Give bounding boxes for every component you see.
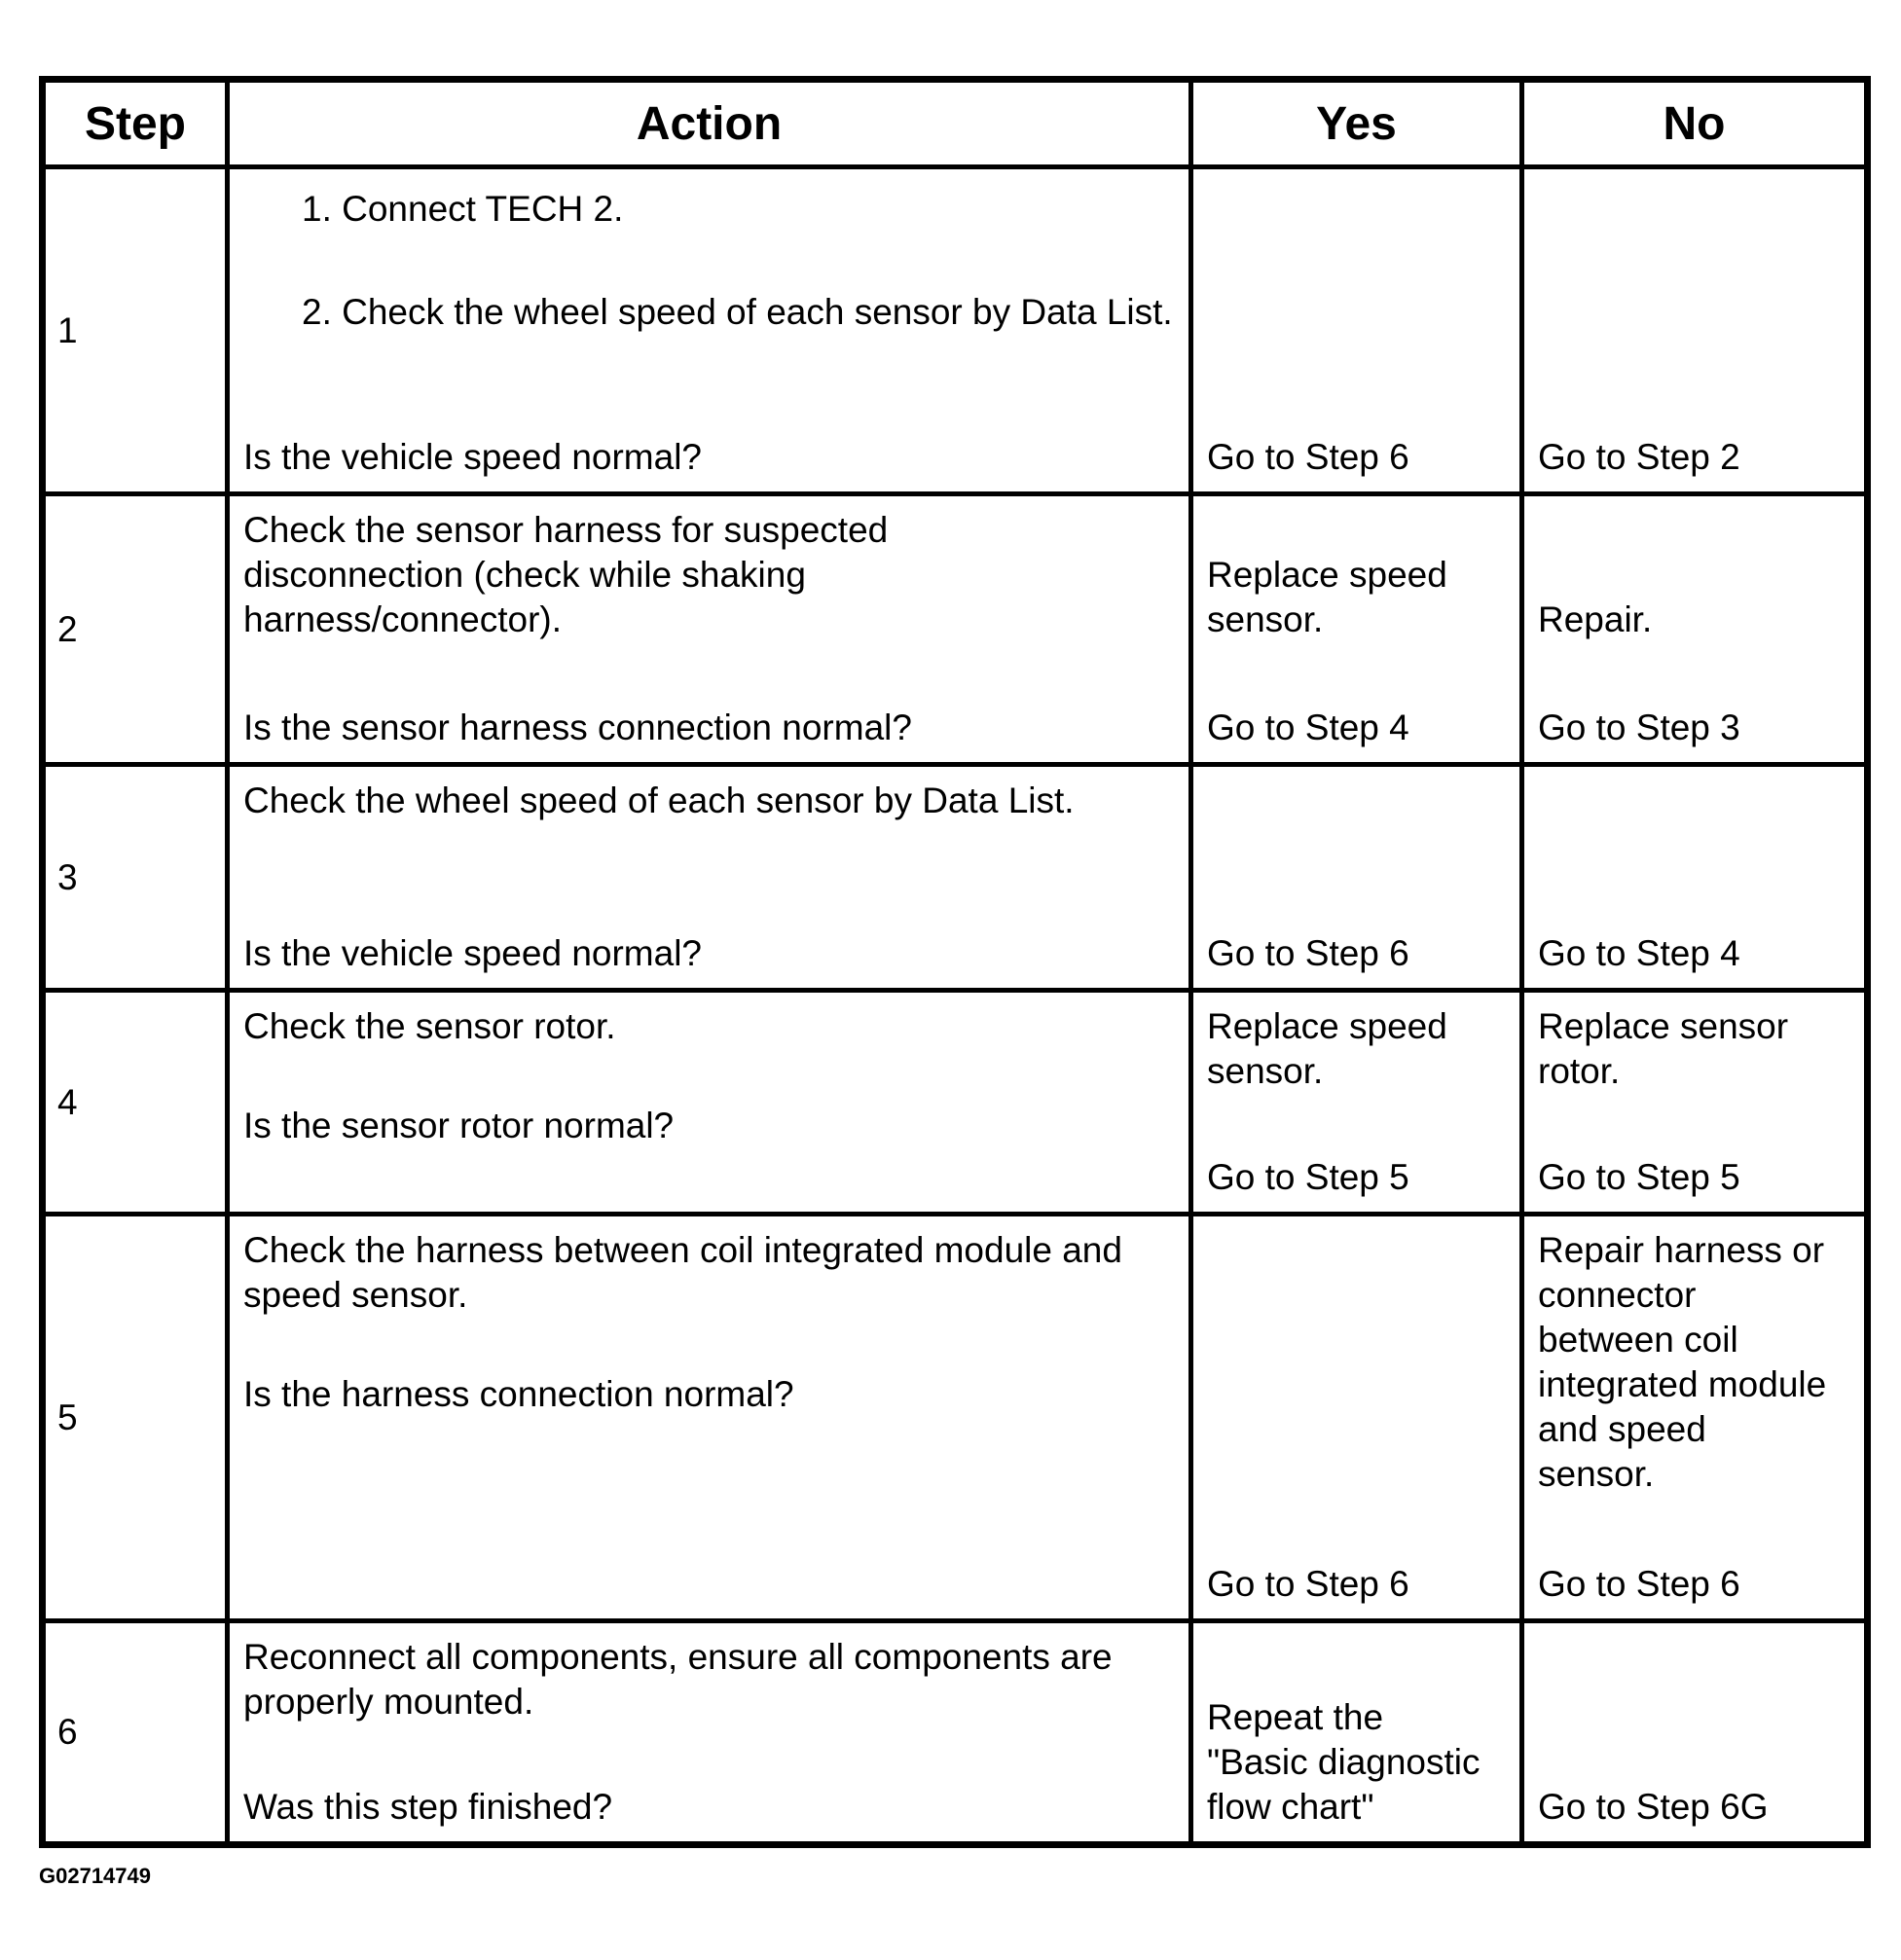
no-note: Repair. — [1538, 599, 1653, 639]
yes-note: Replace speed sensor. — [1207, 555, 1447, 639]
yes-cell — [1191, 1215, 1522, 1621]
step-number: 3 — [43, 765, 228, 991]
table-row — [43, 765, 1868, 991]
table-row — [43, 494, 1868, 765]
yes-note: Repeat the "Basic diagnostic flow chart" — [1207, 1697, 1481, 1827]
header-step: Step — [43, 80, 228, 167]
action-text: Check the harness between coil integrated module and speed sensor. — [243, 1230, 1122, 1315]
yes-goto: Go to Step 6 — [1207, 437, 1409, 477]
yes-cell — [1191, 494, 1522, 765]
action-question: Is the harness connection normal? — [243, 1374, 794, 1414]
no-cell — [1522, 1215, 1868, 1621]
header-no: No — [1522, 80, 1868, 167]
header-row — [43, 80, 1868, 167]
no-cell — [1522, 1621, 1868, 1845]
table-row — [43, 1621, 1868, 1845]
table-row — [43, 1215, 1868, 1621]
yes-cell — [1191, 167, 1522, 494]
action-cell — [228, 494, 1191, 765]
no-goto: Go to Step 6G — [1538, 1787, 1769, 1827]
yes-goto: Go to Step 4 — [1207, 708, 1409, 747]
header-yes: Yes — [1191, 80, 1522, 167]
action-cell — [228, 1621, 1191, 1845]
no-note: Replace sensor rotor. — [1538, 1006, 1789, 1091]
step-number: 2 — [43, 494, 228, 765]
yes-cell — [1191, 1621, 1522, 1845]
yes-cell — [1191, 765, 1522, 991]
header-action: Action — [228, 80, 1191, 167]
yes-goto: Go to Step 6 — [1207, 1564, 1409, 1604]
step-number: 5 — [43, 1215, 228, 1621]
no-cell — [1522, 765, 1868, 991]
step-number: 1 — [43, 167, 228, 494]
action-text: Reconnect all components, ensure all components are properly mounted. — [243, 1637, 1113, 1722]
action-cell — [228, 765, 1191, 991]
yes-goto: Go to Step 6 — [1207, 933, 1409, 973]
yes-note: Replace speed sensor. — [1207, 1006, 1447, 1091]
action-text: Check the sensor rotor. — [243, 1006, 616, 1046]
action-item: 1. Connect TECH 2. — [302, 189, 624, 229]
action-question: Is the vehicle speed normal? — [243, 437, 702, 477]
action-cell — [228, 167, 1191, 494]
no-goto: Go to Step 4 — [1538, 933, 1740, 973]
yes-goto: Go to Step 5 — [1207, 1157, 1409, 1197]
yes-cell — [1191, 991, 1522, 1215]
no-goto: Go to Step 2 — [1538, 437, 1740, 477]
no-cell — [1522, 167, 1868, 494]
no-cell — [1522, 991, 1868, 1215]
no-cell — [1522, 494, 1868, 765]
diagnostic-table — [39, 76, 1871, 1848]
table-row — [43, 991, 1868, 1215]
action-text: Check the wheel speed of each sensor by Data List. — [243, 780, 1075, 820]
action-question: Is the vehicle speed normal? — [243, 933, 702, 973]
no-goto: Go to Step 3 — [1538, 708, 1740, 747]
action-cell — [228, 1215, 1191, 1621]
figure-id: G02714749 — [39, 1864, 151, 1888]
no-goto: Go to Step 5 — [1538, 1157, 1740, 1197]
action-item: 2. Check the wheel speed of each sensor by Data List. — [302, 292, 1173, 332]
no-goto: Go to Step 6 — [1538, 1564, 1740, 1604]
no-note: Repair harness or connector between coil integrated module and speed sensor. — [1538, 1230, 1827, 1494]
step-number: 4 — [43, 991, 228, 1215]
action-question: Is the sensor rotor normal? — [243, 1106, 675, 1145]
step-number: 6 — [43, 1621, 228, 1845]
action-cell — [228, 991, 1191, 1215]
action-question: Is the sensor harness connection normal? — [243, 708, 912, 747]
action-text: Check the sensor harness for suspected disconnection (check while shaking harness/connector). — [243, 510, 889, 639]
table-row — [43, 167, 1868, 494]
action-question: Was this step finished? — [243, 1787, 613, 1827]
